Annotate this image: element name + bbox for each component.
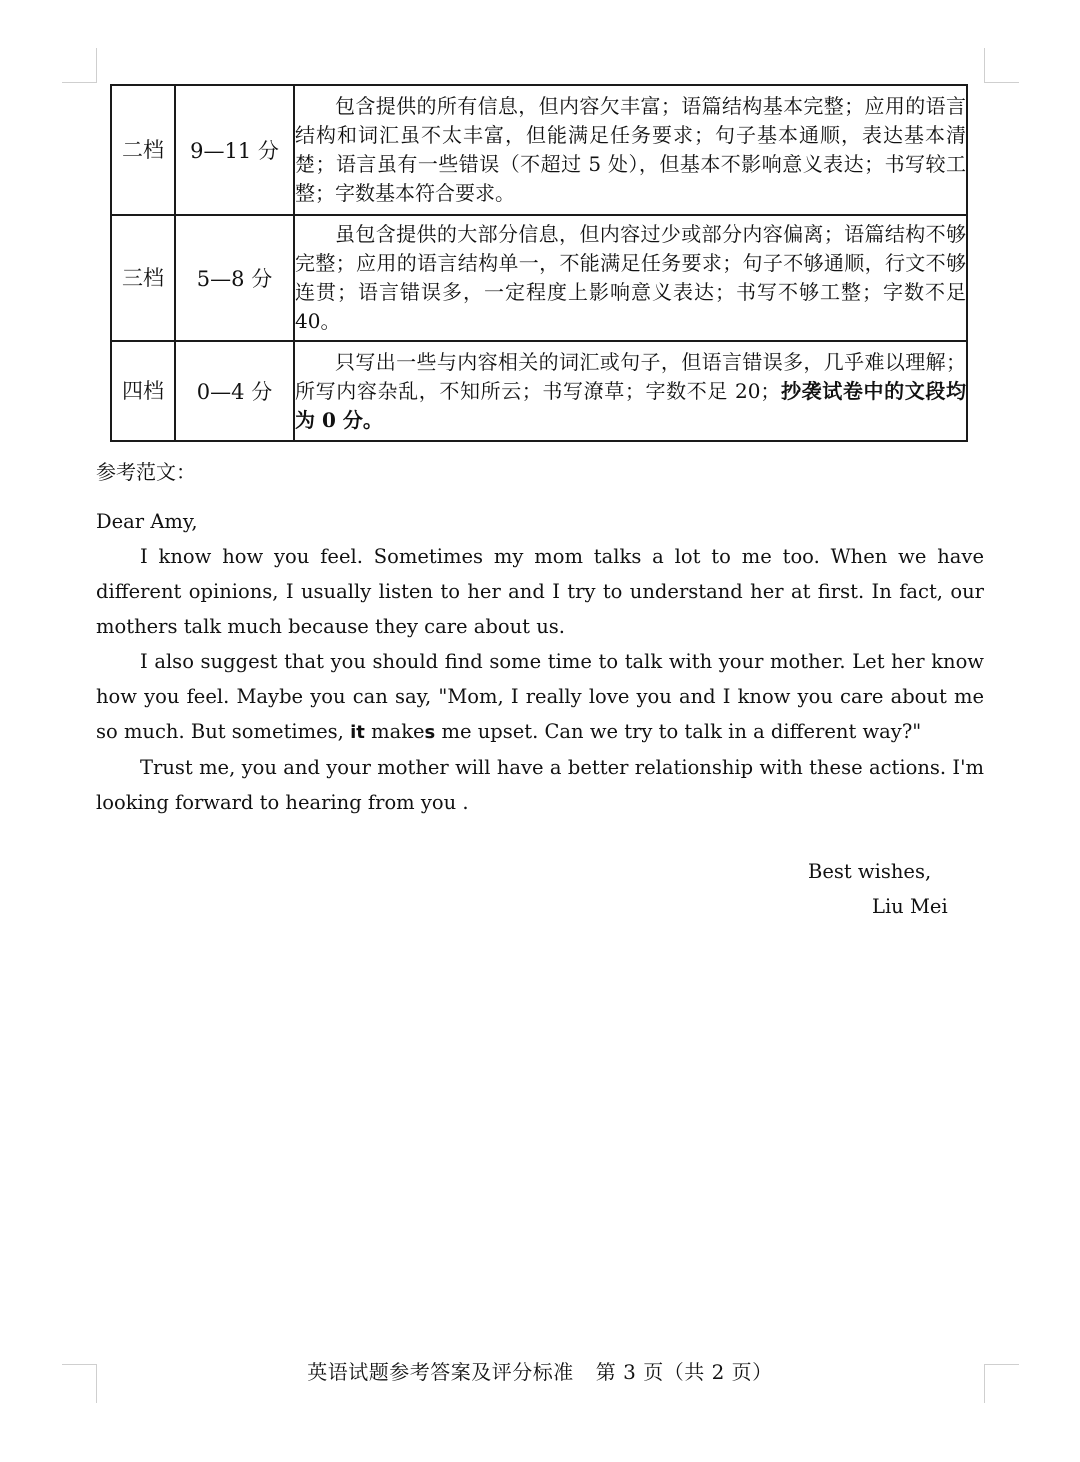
table-row [111,215,967,341]
grading-rubric-table [110,84,968,442]
letter-closing [808,854,948,924]
sample-letter [96,504,984,820]
reference-essay-label: 参考范文： [96,460,196,484]
crop-mark-top-left [62,48,97,83]
paragraph-2-word-make: make [364,720,425,743]
bold-letter-s: s [424,722,436,743]
description-cell: 包含提供的所有信息，但内容欠丰富；语篇结构基本完整；应用的语言结构和词汇虽不太丰富，但能满足任务要求；句子基本通顺，表达基本清楚；语言虽有一些错误（不超过 5 处），但基本不影响意义表达；书写较工整；字数基本符合要求。 [294,85,967,215]
table-row [111,341,967,441]
description-cell [294,341,967,441]
letter-greeting: Dear Amy, [96,510,198,533]
letter-paragraph-2 [96,644,984,750]
grade-cell: 四档 [111,341,175,441]
description-bold-text: 抄袭试卷中的文段均为 0 分。 [295,378,967,432]
bold-word-it: it [350,722,365,743]
grade-cell: 二档 [111,85,175,215]
description-text: 只写出一些与内容相关的词汇或句子，但语言错误多，几乎难以理解；所写内容杂乱，不知所云；书写潦草；字数不足 20； [295,349,966,403]
paragraph-2-text-b: me upset. Can we try to talk in a different way?" [435,720,922,743]
footer-page-number: 第 3 页（共 2 页） [595,1360,773,1384]
score-cell: 0—4 分 [175,341,294,441]
page-footer [0,1356,1080,1385]
letter-paragraph-3: Trust me, you and your mother will have a better relationship with these actions. I'm looking forward to hearing from you . [96,756,984,814]
grade-cell: 三档 [111,215,175,341]
signer-name: Liu Mei [872,895,948,918]
score-cell: 5—8 分 [175,215,294,341]
paragraph-2-text-a: I also suggest that you should find some time to talk with your mother. Let her know how you feel. Maybe you can say, "Mom, I really love you and I know you care about me so much. But sometimes, [96,650,984,743]
crop-mark-top-right [984,48,1019,83]
description-cell: 虽包含提供的大部分信息，但内容过少或部分内容偏离；语篇结构不够完整；应用的语言结构单一，不能满足任务要求；句子不够通顺，行文不够连贯；语言错误多，一定程度上影响意义表达；书写不够工整；字数不足 40。 [294,215,967,341]
closing-phrase: Best wishes, [808,860,932,883]
table-row [111,85,967,215]
footer-title: 英语试题参考答案及评分标准 [307,1360,574,1384]
letter-paragraph-1: I know how you feel. Sometimes my mom talks a lot to me too. When we have different opinions, I usually listen to her and I try to understand her at first. In fact, our mothers talk much because they care about us. [96,545,984,638]
score-cell: 9—11 分 [175,85,294,215]
